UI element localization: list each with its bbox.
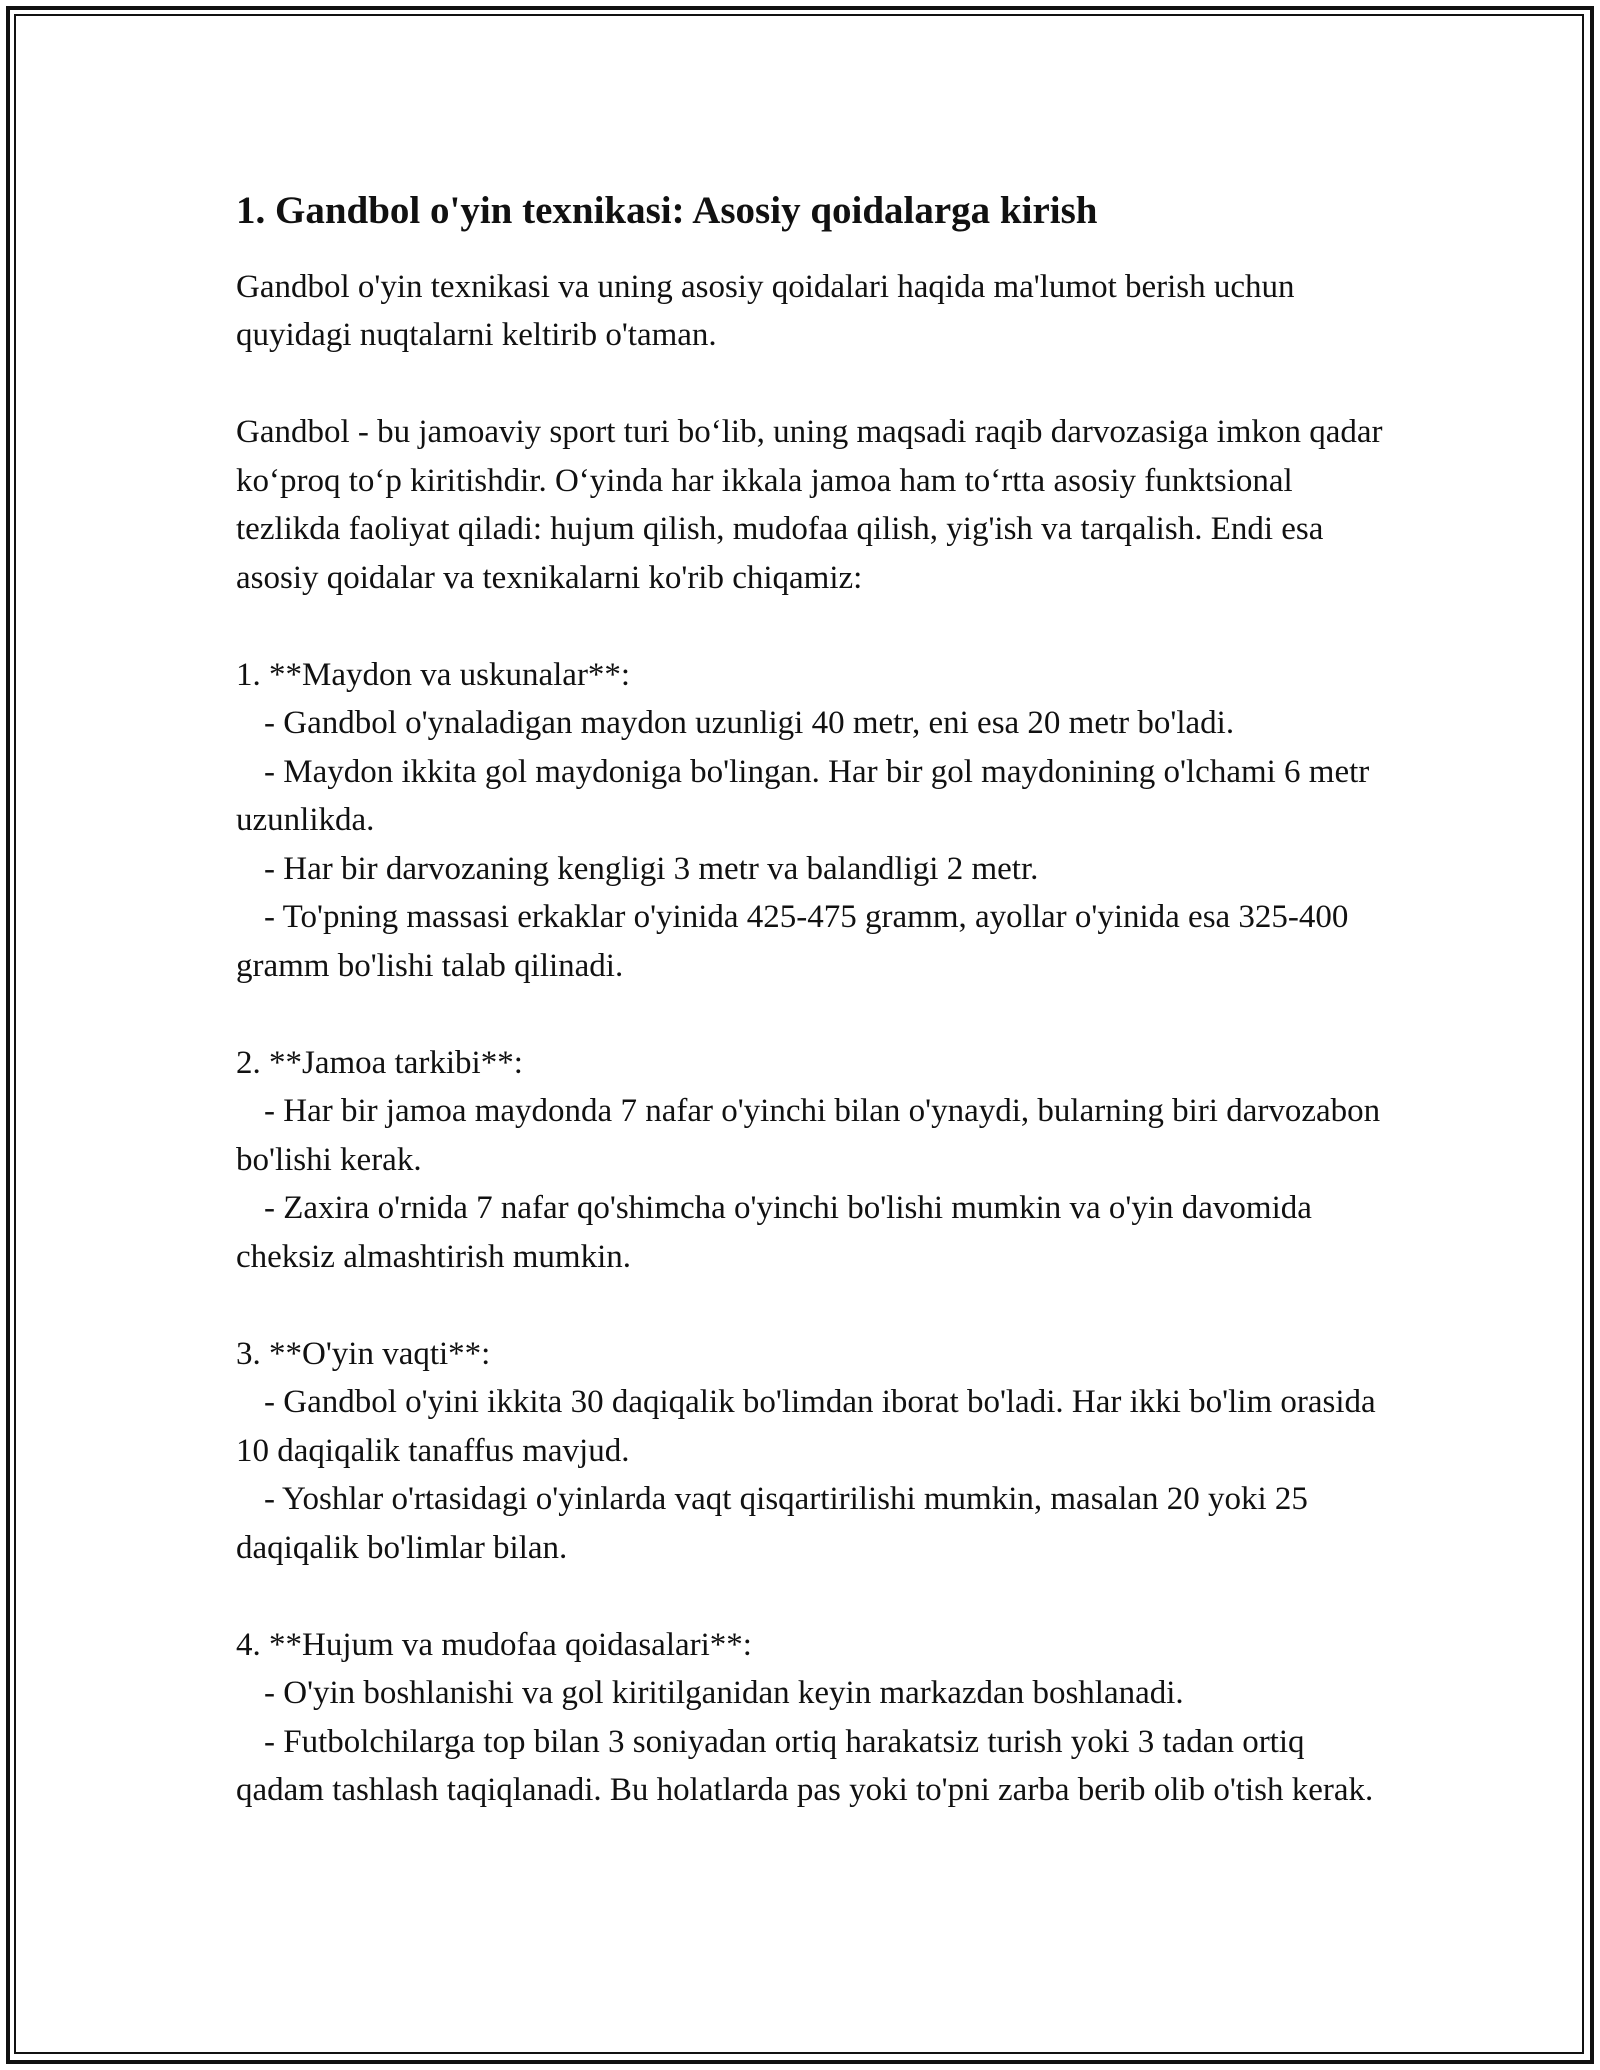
bullet-item: - Gandbol o'ynaladigan maydon uzunligi 40 metr, eni esa 20 metr bo'ladi. [264,705,1235,742]
section-heading: 4. **Hujum va mudofaa qoidasalari**: [236,1626,752,1663]
section-game-time [236,1330,1386,1573]
paragraph-gap [236,990,1386,1039]
bullet-item: - To'pning massasi erkaklar o'yinida 425-475 gramm, ayollar o'yinida esa 325-400 gramm bo'lishi talab qilinadi. [236,899,1349,984]
section-heading: 3. **O'yin vaqti**: [236,1335,491,1372]
bullet-item: - Maydon ikkita gol maydoniga bo'lingan. Har bir gol maydonining o'lchami 6 metr uzunlikda. [236,753,1370,839]
paragraph-gap [236,360,1386,409]
bullet-item: - O'yin boshlanishi va gol kiritilganidan keyin markazdan boshlanadi. [264,1675,1184,1712]
bullet-item: - Har bir jamoa maydonda 7 nafar o'yinchi bilan o'ynaydi, bularning biri darvozabon bo'lishi kerak. [236,1093,1381,1178]
intro-paragraph: Gandbol o'yin texnikasi va uning asosiy qoidalari haqida ma'lumot berish uchun quyidagi nuqtalarni keltirib o'taman. [236,268,1295,354]
section-team-composition [236,1039,1386,1282]
document-body [236,186,1386,1815]
bullet-item: - Yoshlar o'rtasidagi o'yinlarda vaqt qisqartirilishi mumkin, masalan 20 yoki 25 daqiqalik bo'limlar bilan. [236,1481,1308,1566]
document-title: 1. Gandbol o'yin texnikasi: Asosiy qoidalarga kirish [236,189,1098,232]
paragraph-gap [236,1281,1386,1330]
bullet-item: - Zaxira o'rnida 7 nafar qo'shimcha o'yinchi bo'lishi mumkin va o'yin davomida cheksiz almashtirish mumkin. [236,1190,1312,1275]
bullet-item: - Gandbol o'yini ikkita 30 daqiqalik bo'limdan iborat bo'ladi. Har ikki bo'lim orasida 10 daqiqalik tanaffus mavjud. [236,1384,1376,1469]
section-heading: 1. **Maydon va uskunalar**: [236,656,631,693]
bullet-item: - Har bir darvozaning kengligi 3 metr va balandligi 2 metr. [264,850,1039,887]
section-field-equipment [236,651,1386,991]
section-heading: 2. **Jamoa tarkibi**: [236,1044,523,1081]
description-paragraph: Gandbol - bu jamoaviy sport turi bo‘lib, uning maqsadi raqib darvozasiga imkon qadar ko‘proq to‘p kiritishdir. O‘yinda har ikkala jamoa ham to‘rtta asosiy funktsional tezlikda faoliyat qiladi: hujum qilish, mudofaa qilish, yig'ish va tarqalish. Endi esa asosiy qoidalar va texnikalarni ko'rib chiqamiz: [236,414,1383,596]
section-attack-defense [236,1621,1386,1815]
bullet-item: - Futbolchilarga top bilan 3 soniyadan ortiq harakatsiz turish yoki 3 tadan ortiq qadam tashlash taqiqlanadi. Bu holatlarda pas yoki to'pni zarba berib olib o'tish kerak. [236,1723,1374,1809]
paragraph-gap [236,1572,1386,1621]
paragraph-gap [236,602,1386,651]
